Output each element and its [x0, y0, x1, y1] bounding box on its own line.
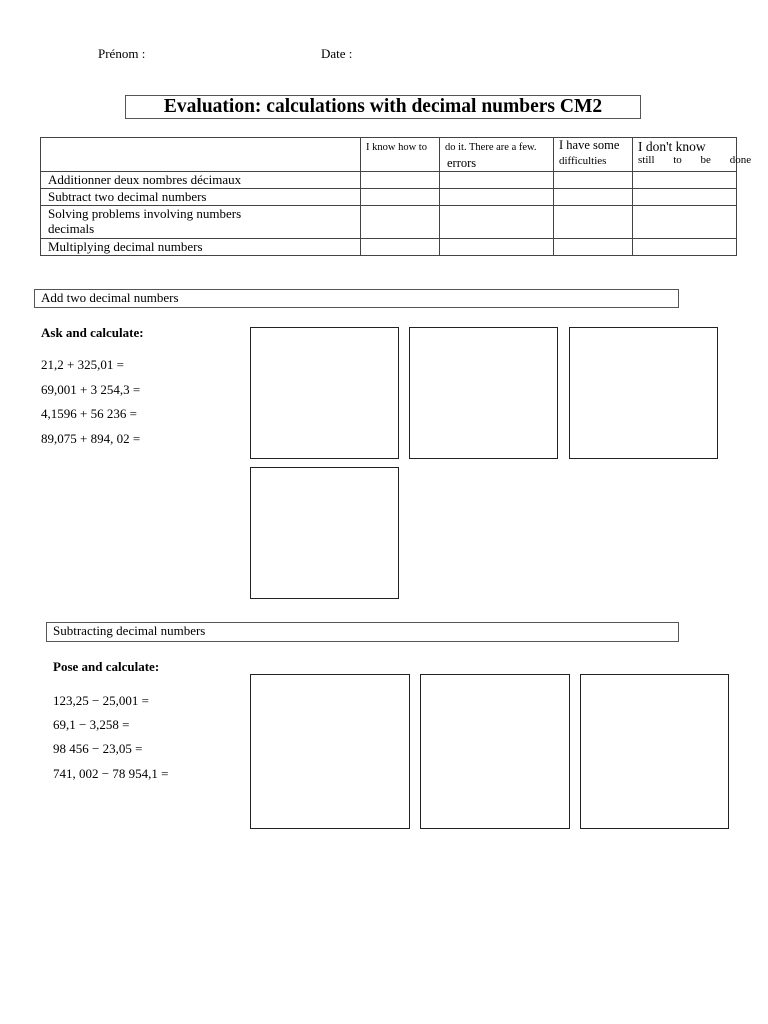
skill-label: Additionner deux nombres décimaux [41, 172, 361, 189]
answer-box-add-3[interactable] [569, 327, 718, 459]
rating-cell[interactable] [554, 189, 633, 206]
skills-table [40, 137, 752, 256]
rating-cell[interactable] [633, 206, 737, 239]
column-header [361, 138, 440, 172]
skill-label: Multiplying decimal numbers [41, 239, 361, 256]
table-row [41, 239, 737, 256]
section-heading-add: Add two decimal numbers [34, 289, 679, 308]
answer-box-subtract-1[interactable] [250, 674, 410, 829]
instruction-subtract: Pose and calculate: [53, 659, 160, 674]
rating-cell[interactable] [361, 172, 440, 189]
exercise-subtract-2: 69,1 − 3,258 = [53, 717, 130, 732]
instruction-add: Ask and calculate: [41, 325, 144, 340]
rating-cell[interactable] [440, 239, 554, 256]
exercise-add-4: 89,075 + 894, 02 = [41, 431, 141, 446]
exercise-add-3: 4,1596 + 56 236 = [41, 406, 137, 421]
rating-cell[interactable] [633, 172, 737, 189]
answer-box-add-4[interactable] [250, 467, 399, 599]
rating-cell[interactable] [554, 206, 633, 239]
rating-cell[interactable] [554, 239, 633, 256]
rating-cell[interactable] [633, 239, 737, 256]
exercise-add-2: 69,001 + 3 254,3 = [41, 382, 141, 397]
column-header-label: I know how to [366, 142, 427, 153]
rating-cell[interactable] [361, 206, 440, 239]
rating-cell[interactable] [361, 239, 440, 256]
table-row [41, 172, 737, 189]
page-title: Evaluation: calculations with decimal numbers CM2 [125, 95, 641, 119]
table-row [41, 206, 737, 239]
rating-cell[interactable] [361, 189, 440, 206]
table-row [41, 189, 737, 206]
answer-box-add-1[interactable] [250, 327, 399, 459]
exercise-subtract-1: 123,25 − 25,001 = [53, 693, 149, 708]
column-header-label: I don't know [638, 139, 706, 154]
exercise-add-1: 21,2 + 325,01 = [41, 357, 124, 372]
exercise-subtract-3: 98 456 − 23,05 = [53, 741, 143, 756]
table-header-blank [41, 138, 361, 172]
skill-label [41, 206, 361, 239]
first-name-label: Prénom : [98, 46, 146, 61]
skill-label-text: Solving problems involving numbers decimals [48, 206, 242, 236]
answer-box-subtract-3[interactable] [580, 674, 729, 829]
rating-cell[interactable] [440, 172, 554, 189]
rating-cell[interactable] [633, 189, 737, 206]
column-header [440, 138, 554, 172]
column-header-label: still to be done [638, 154, 752, 166]
column-header-label: do it. There are a few. [445, 142, 537, 153]
date-label: Date : [321, 46, 353, 61]
answer-box-subtract-2[interactable] [420, 674, 570, 829]
table-header-row [41, 138, 737, 172]
rating-cell[interactable] [440, 206, 554, 239]
column-header [554, 138, 633, 172]
rating-cell[interactable] [554, 172, 633, 189]
rating-cell[interactable] [440, 189, 554, 206]
column-header-label: errors [447, 156, 477, 170]
exercise-subtract-4: 741, 002 − 78 954,1 = [53, 766, 169, 781]
answer-box-add-2[interactable] [409, 327, 558, 459]
column-header-label: I have some [559, 138, 620, 152]
column-header [633, 138, 752, 172]
section-heading-subtract: Subtracting decimal numbers [46, 622, 679, 642]
column-header-label: difficulties [559, 155, 607, 167]
skill-label: Subtract two decimal numbers [41, 189, 361, 206]
